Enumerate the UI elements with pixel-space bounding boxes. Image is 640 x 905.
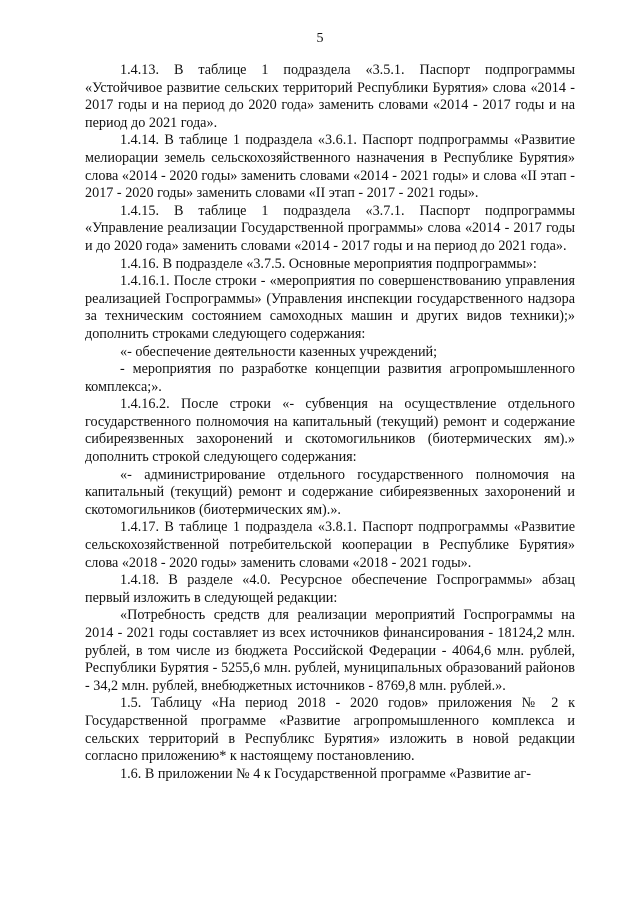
- paragraph-1-4-16-1: 1.4.16.1. После строки - «мероприятия по совершенствованию управления реализацией Госпрограммы» (Управления инспекции государственного надзора за техническим состоянием самоходных машин и других видов техники);» дополнить строками следующего содержания:: [85, 273, 575, 342]
- page-number: 5: [316, 31, 324, 46]
- paragraph-1-4-14: 1.4.14. В таблице 1 подраздела «3.6.1. Паспорт подпрограммы «Развитие мелиорации земель сельскохозяйственного назначения в Республике Бурятия» слова «2014 - 2020 годы» заменить словами «2014 - 2021 годы» и слова «II этап - 2017 - 2020 годы» заменить словами «II этап - 2017 - 2021 годы».: [85, 132, 575, 202]
- document-body: [85, 62, 575, 783]
- paragraph-1-4-17: 1.4.17. В таблице 1 подраздела «3.8.1. Паспорт подпрограммы «Развитие сельскохозяйственной потребительской кооперации в Республике Бурятия» слова «2018 - 2020 годы» заменить словами «2018 - 2021 годы».: [85, 519, 575, 571]
- paragraph-1-4-18: 1.4.18. В разделе «4.0. Ресурсное обеспечение Госпрограммы» абзац первый изложить в следующей редакции:: [85, 572, 575, 606]
- paragraph-list-item-3: «- администрирование отдельного государственного полномочия на капитальный (текущий) ремонт и содержание сибиреязвенных захоронений и скотомогильников (биотермических ям).».: [85, 466, 575, 518]
- paragraph-1-4-16: 1.4.16. В подразделе «3.7.5. Основные мероприятия подпрограммы»:: [120, 255, 537, 272]
- paragraph-1-4-16-2: 1.4.16.2. После строки «- субвенция на осуществление отдельного государственного полномочия на капитальный (текущий) ремонт и содержание сибиреязвенных захоронений и скотомогильников (биотермических ям).» дополнить строкой следующего содержания:: [85, 396, 575, 466]
- paragraph-list-item-2: - мероприятия по разработке концепции развития агропромышленного комплекса;».: [85, 361, 575, 395]
- paragraph-resource-quote: «Потребность средств для реализации мероприятий Госпрограммы на 2014 - 2021 годы составляет из всех источников финансирования - 18124,2 млн. рублей, в том числе из бюджета Российской Федерации - 4064,6 млн. рублей, Республики Бурятия - 5255,6 млн. рублей, муниципальных образований районов - 34,2 млн. рублей, внебюджетных источников - 8769,8 млн. рублей.».: [85, 607, 575, 694]
- paragraph-1-4-13: 1.4.13. В таблице 1 подраздела «3.5.1. Паспорт подпрограммы «Устойчивое развитие сельских территорий Республики Бурятия» слова «2014 - 2017 годы и на период до 2020 года» заменить словами «2014 - 2017 годы и на период до 2021 года».: [85, 62, 575, 131]
- paragraph-1-6: 1.6. В приложении № 4 к Государственной программе «Развитие аг-: [120, 765, 531, 782]
- paragraph-list-item-1: «- обеспечение деятельности казенных учреждений;: [120, 343, 438, 360]
- paragraph-1-4-15: 1.4.15. В таблице 1 подраздела «3.7.1. Паспорт подпрограммы «Управление реализации Государственной программы» слова «2014 - 2017 годы и до 2020 года» заменить словами «2014 - 2017 годы и на период до 2021 года».: [85, 202, 575, 254]
- paragraph-1-5: 1.5. Таблицу «На период 2018 - 2020 годов» приложения № 2 к Государственной программе «Развитие агропромышленного комплекса и сельских территорий в Республикс Бурятия» изложить в новой редакции согласно приложению* к настоящему постановлению.: [85, 695, 575, 765]
